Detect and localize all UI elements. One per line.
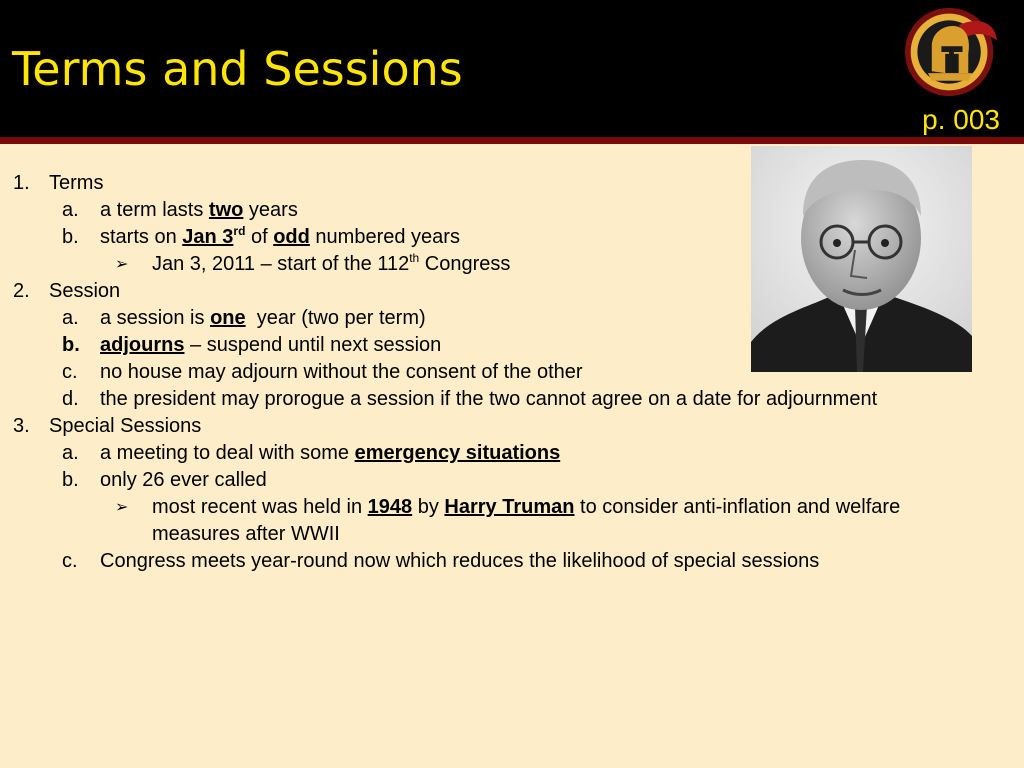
key-term: two bbox=[208, 199, 244, 221]
list-item-text: Congress meets year-round now which reduces the likelihood of special sessions bbox=[100, 550, 820, 572]
key-term: adjourns bbox=[100, 334, 185, 356]
list-letter: a. bbox=[62, 442, 79, 464]
list-letter: d. bbox=[62, 388, 79, 410]
list-item-text: the president may prorogue a session if the two cannot agree on a date for adjournment bbox=[100, 388, 878, 410]
list-item-text: most recent was held in 1948 by Harry Truman to consider anti-inflation and welfare bbox=[152, 496, 901, 518]
list-item-text: only 26 ever called bbox=[100, 469, 267, 491]
arrow-bullet-icon: ➢ bbox=[115, 256, 129, 273]
list-letter: b. bbox=[62, 334, 80, 356]
list-item-text: measures after WWII bbox=[152, 523, 340, 545]
list-item-label: Special Sessions bbox=[49, 415, 202, 437]
slide-title: Terms and Sessions bbox=[12, 42, 463, 96]
key-term: emergency situations bbox=[354, 442, 561, 464]
list-letter: a. bbox=[62, 307, 79, 329]
list-item-text: adjourns – suspend until next session bbox=[100, 334, 442, 356]
key-term: odd bbox=[273, 226, 310, 248]
harry-truman-portrait bbox=[751, 146, 972, 372]
list-letter: c. bbox=[62, 550, 78, 572]
list-item-text: a term lasts two years bbox=[100, 199, 298, 221]
list-number: 1. bbox=[13, 172, 30, 194]
list-item-text: a meeting to deal with some emergency situations bbox=[100, 442, 561, 464]
arrow-bullet-icon: ➢ bbox=[115, 499, 129, 516]
spartan-helmet-logo-icon bbox=[903, 4, 999, 100]
list-number: 2. bbox=[13, 280, 30, 302]
header-divider bbox=[0, 137, 1024, 144]
list-item-label: Terms bbox=[49, 172, 104, 194]
key-term: 1948 bbox=[367, 496, 413, 518]
list-letter: b. bbox=[62, 226, 79, 248]
list-letter: c. bbox=[62, 361, 78, 383]
list-number: 3. bbox=[13, 415, 30, 437]
list-letter: a. bbox=[62, 199, 79, 221]
list-letter: b. bbox=[62, 469, 79, 491]
list-item-text: a session is one year (two per term) bbox=[100, 307, 426, 329]
list-item-text: Jan 3, 2011 – start of the 112th Congress bbox=[152, 251, 511, 275]
page-reference: p. 003 bbox=[922, 104, 1000, 135]
key-term: one bbox=[210, 307, 246, 329]
list-item-label: Session bbox=[49, 280, 121, 302]
key-term: Jan 3 bbox=[182, 226, 234, 248]
list-item-text: no house may adjourn without the consent of the other bbox=[100, 361, 583, 383]
list-item-text: starts on Jan 3rd of odd numbered years bbox=[100, 224, 460, 248]
key-term: Harry Truman bbox=[444, 496, 575, 518]
